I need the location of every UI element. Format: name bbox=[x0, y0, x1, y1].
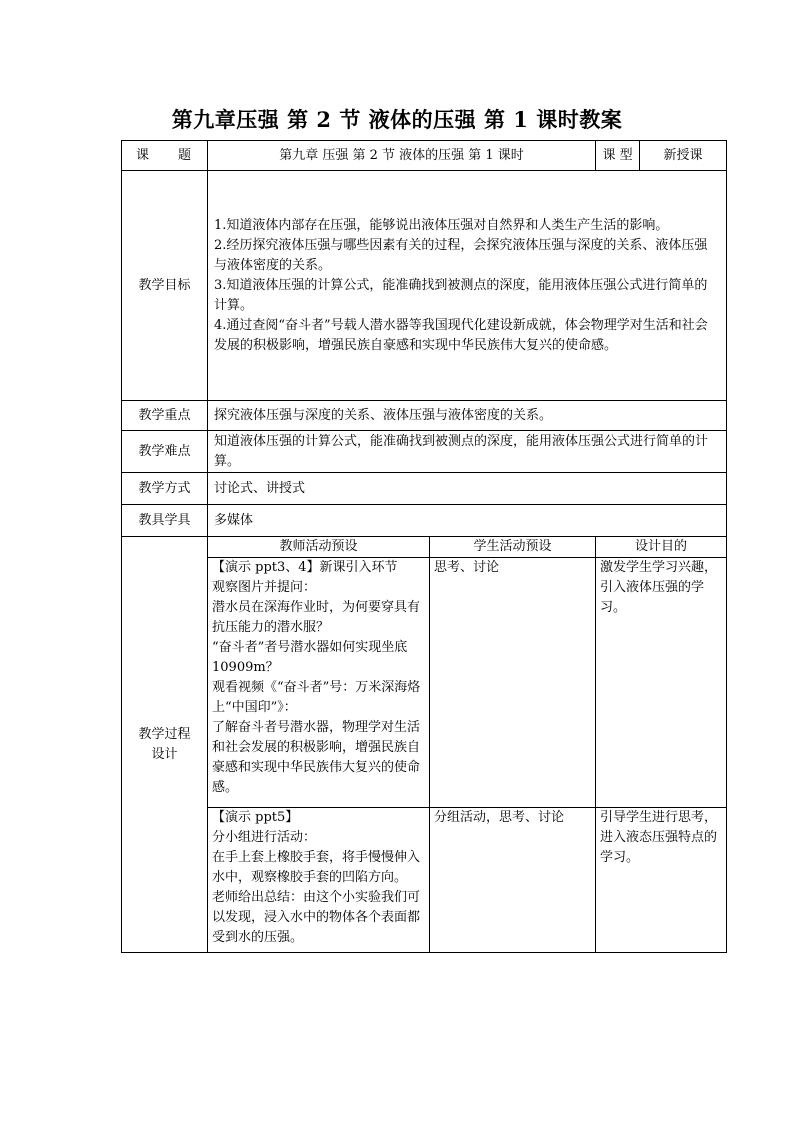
type-label: 课 型 bbox=[596, 141, 640, 171]
student-activity: 分组活动，思考、讨论 bbox=[430, 808, 596, 953]
student-activity: 思考、讨论 bbox=[430, 558, 596, 808]
topic-label-b: 题 bbox=[177, 147, 191, 163]
difficulties-row bbox=[122, 431, 727, 473]
teacher-line: 【演示 ppt3、4】新课引入环节 bbox=[212, 560, 398, 575]
difficulties-label: 教学难点 bbox=[122, 431, 208, 473]
method-text: 讨论式、讲授式 bbox=[208, 473, 727, 505]
teacher-line: 【演示 ppt5】 bbox=[212, 810, 299, 825]
difficulties-text: 知道液体压强的计算公式，能准确找到被测点的深度，能用液体压强公式进行简单的计算。 bbox=[208, 431, 727, 473]
teacher-line: “奋斗者”者号潜水器如何实现坐底 10909m？ bbox=[212, 640, 408, 675]
process-header-row bbox=[122, 537, 727, 558]
teacher-line: 了解奋斗者号潜水器，物理学对生活和社会发展的积极影响，增强民族自豪感和实现中华民族伟大复兴的使命感。 bbox=[212, 720, 421, 795]
tools-row bbox=[122, 505, 727, 537]
goals-row bbox=[122, 171, 727, 401]
goal-item: 1.知道液体内部存在压强，能够说出液体压强对自然界和人类生产生活的影响。 bbox=[214, 217, 669, 233]
method-label: 教学方式 bbox=[122, 473, 208, 505]
goals-label: 教学目标 bbox=[122, 171, 208, 401]
key-points-label: 教学重点 bbox=[122, 401, 208, 431]
teacher-line: 在手上套上橡胶手套，将手慢慢伸入水中，观察橡胶手套的凹陷方向。 bbox=[212, 850, 421, 885]
col-header-teacher: 教师活动预设 bbox=[208, 537, 430, 558]
teacher-line: 分小组进行活动： bbox=[212, 830, 317, 845]
topic-row bbox=[122, 141, 727, 171]
teacher-activity bbox=[208, 808, 430, 953]
teacher-line: 老师给出总结：由这个小实验我们可以发现，浸入水中的物体各个表面都受到水的压强。 bbox=[212, 890, 421, 945]
teacher-line: 观看视频《“奋斗者”号：万米深海烙上“中国印”》： bbox=[212, 680, 421, 715]
goal-item: 3.知道液体压强的计算公式，能准确找到被测点的深度，能用液体压强公式进行简单的计算。 bbox=[214, 277, 708, 313]
goal-item: 2.经历探究液体压强与哪些因素有关的过程，会探究液体压强与深度的关系、液体压强与液体密度的关系。 bbox=[214, 237, 708, 273]
teacher-activity bbox=[208, 558, 430, 808]
lesson-plan-table bbox=[121, 140, 727, 953]
topic-value: 第九章 压强 第 2 节 液体的压强 第 1 课时 bbox=[208, 141, 596, 171]
type-value: 新授课 bbox=[640, 141, 727, 171]
topic-label-cell bbox=[122, 141, 208, 171]
col-header-student: 学生活动预设 bbox=[430, 537, 596, 558]
col-header-purpose: 设计目的 bbox=[596, 537, 727, 558]
teacher-line: 潜水员在深海作业时，为何要穿具有抗压能力的潜水服？ bbox=[212, 600, 421, 635]
process-row bbox=[122, 808, 727, 953]
page-title: 第九章压强 第 2 节 液体的压强 第 1 课时教案 bbox=[171, 107, 623, 132]
tools-label: 教具学具 bbox=[122, 505, 208, 537]
goals-content bbox=[208, 171, 727, 401]
design-purpose: 激发学生学习兴趣，引入液体压强的学习。 bbox=[596, 558, 727, 808]
teacher-line: 观察图片并提问： bbox=[212, 580, 317, 595]
key-points-text: 探究液体压强与深度的关系、液体压强与液体密度的关系。 bbox=[208, 401, 727, 431]
process-label-b: 设计 bbox=[151, 746, 178, 762]
topic-label-a: 课 bbox=[136, 147, 150, 163]
design-purpose: 引导学生进行思考，进入液态压强特点的学习。 bbox=[596, 808, 727, 953]
process-row bbox=[122, 558, 727, 808]
method-row bbox=[122, 473, 727, 505]
tools-text: 多媒体 bbox=[208, 505, 727, 537]
goal-item: 4.通过查阅“奋斗者”号载人潜水器等我国现代化建设新成就，体会物理学对生活和社会发展的积极影响，增强民族自豪感和实现中华民族伟大复兴的使命感。 bbox=[214, 317, 708, 353]
process-label-a: 教学过程 bbox=[138, 726, 191, 742]
process-label bbox=[122, 537, 208, 953]
key-points-row bbox=[122, 401, 727, 431]
